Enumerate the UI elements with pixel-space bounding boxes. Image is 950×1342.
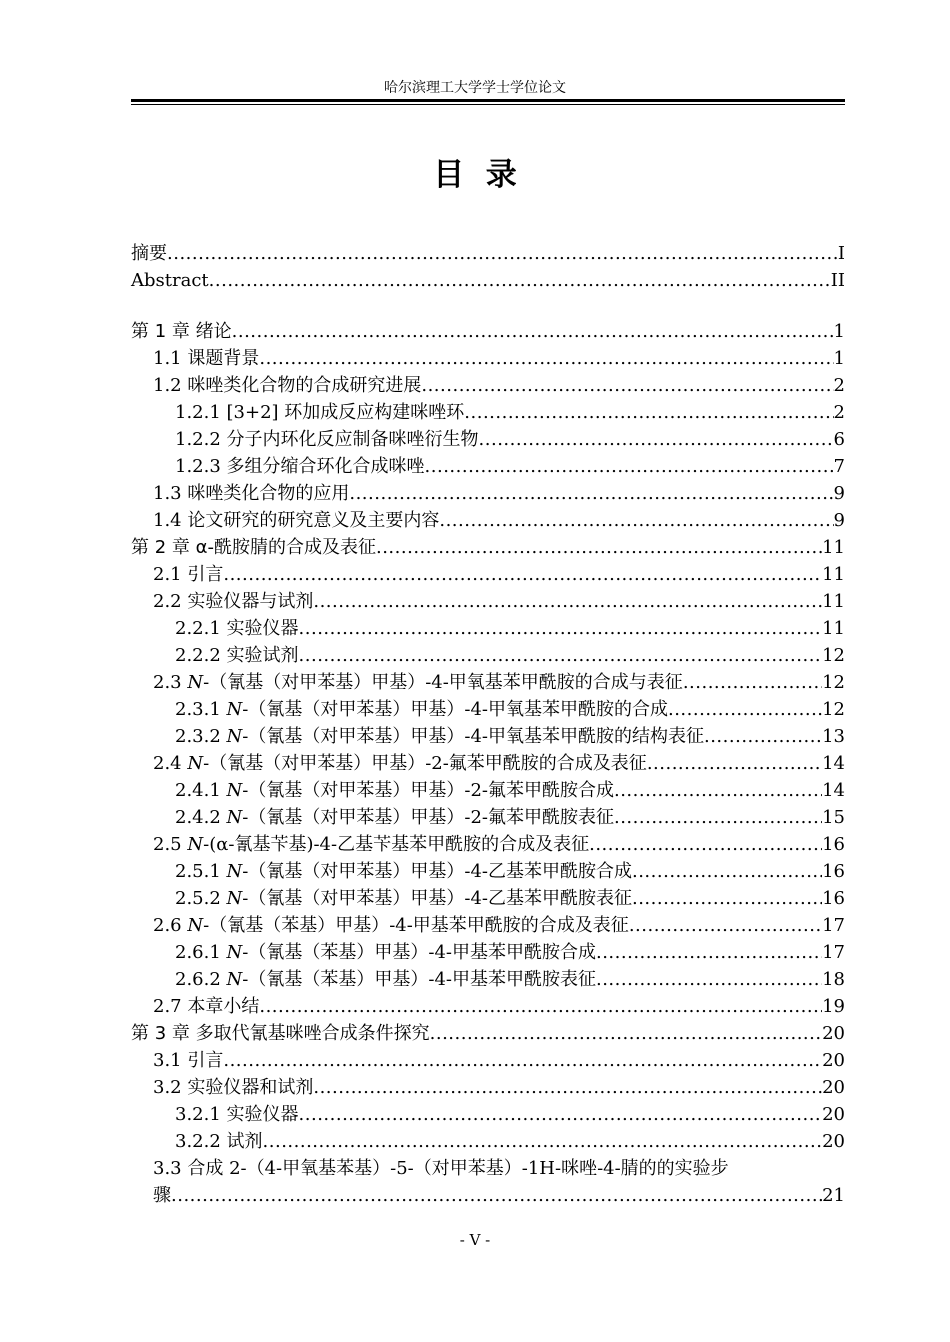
toc-page-number: 16 bbox=[822, 861, 845, 882]
toc-entry-title: 2.4.1 N-（氰基（对甲苯基）甲基）-2-氟苯甲酰胺合成 bbox=[175, 780, 614, 801]
toc-entry-title: 3.2 实验仪器和试剂 bbox=[153, 1077, 314, 1098]
dot-leader bbox=[647, 750, 822, 777]
toc-entry-title: 2.5 N-(α-氰基苄基)-4-乙基苄基苯甲酰胺的合成及表征 bbox=[153, 834, 590, 855]
toc-entry-title: Abstract bbox=[131, 270, 209, 291]
toc-entry[interactable] bbox=[153, 588, 845, 615]
toc-page-number: 20 bbox=[822, 1104, 845, 1125]
dot-leader bbox=[299, 642, 823, 669]
dot-leader bbox=[464, 399, 833, 426]
toc-page-number: 19 bbox=[822, 996, 845, 1017]
toc-entry[interactable] bbox=[175, 804, 845, 831]
toc-entry-title: 1.4 论文研究的研究意义及主要内容 bbox=[153, 510, 440, 531]
toc-entry-title: 1.2 咪唑类化合物的合成研究进展 bbox=[153, 375, 422, 396]
toc-entry-title: 2.2.1 实验仪器 bbox=[175, 618, 299, 639]
dot-leader bbox=[313, 1074, 822, 1101]
toc-entry[interactable] bbox=[153, 993, 845, 1020]
toc-entry-title: 2.6.2 N-（氰基（苯基）甲基）-4-甲基苯甲酰胺表征 bbox=[175, 969, 596, 990]
toc-entry[interactable] bbox=[175, 777, 845, 804]
dot-leader bbox=[430, 1020, 822, 1047]
toc-entry[interactable] bbox=[131, 240, 845, 267]
toc-entry-title: 2.1 引言 bbox=[153, 564, 224, 585]
toc-page-number: 18 bbox=[822, 969, 845, 990]
toc-page-number: 13 bbox=[822, 726, 845, 747]
toc-entry-title: 3.1 引言 bbox=[153, 1050, 224, 1071]
toc-entry[interactable] bbox=[153, 1155, 845, 1182]
dot-leader bbox=[232, 318, 834, 345]
toc-entry[interactable] bbox=[175, 885, 845, 912]
toc-entry-title: 第 2 章 α-酰胺腈的合成及表征 bbox=[131, 537, 376, 558]
toc-entry-title: 2.2.2 实验试剂 bbox=[175, 645, 299, 666]
header-rule-thick bbox=[131, 99, 845, 102]
toc-entry-title: 2.6.1 N-（氰基（苯基）甲基）-4-甲基苯甲酰胺合成 bbox=[175, 942, 596, 963]
dot-leader bbox=[614, 777, 822, 804]
dot-leader bbox=[259, 345, 833, 372]
toc-entry-title: 3.2.2 试剂 bbox=[175, 1131, 263, 1152]
toc-entry-title: 3.2.1 实验仪器 bbox=[175, 1104, 299, 1125]
toc-entry[interactable] bbox=[131, 267, 845, 294]
dot-leader bbox=[589, 831, 822, 858]
toc-page-number: 16 bbox=[822, 834, 845, 855]
toc-entry-title: 3.3 合成 2-（4-甲氧基苯基）-5-（对甲苯基）-1H-咪唑-4-腈的的实验步 bbox=[153, 1158, 729, 1179]
toc-page-number: 7 bbox=[833, 456, 845, 477]
toc-entry-title: 2.4.2 N-（氰基（对甲苯基）甲基）-2-氟苯甲酰胺表征 bbox=[175, 807, 614, 828]
toc-entry-title: 1.2.3 多组分缩合环化合成咪唑 bbox=[175, 456, 425, 477]
header-rule-thin bbox=[131, 104, 845, 105]
dot-leader bbox=[223, 561, 822, 588]
toc-entry[interactable] bbox=[153, 372, 845, 399]
toc-page-number: 21 bbox=[822, 1185, 845, 1206]
toc-entry[interactable] bbox=[153, 507, 845, 534]
toc-page-number: 9 bbox=[833, 483, 845, 504]
toc-entry[interactable] bbox=[175, 858, 845, 885]
toc-entry[interactable] bbox=[153, 1047, 845, 1074]
toc-page-number: 9 bbox=[833, 510, 845, 531]
toc-entry-continuation[interactable] bbox=[153, 1182, 845, 1209]
dot-leader bbox=[425, 453, 834, 480]
dot-leader bbox=[376, 534, 822, 561]
toc-entry[interactable] bbox=[153, 831, 845, 858]
toc-entry[interactable] bbox=[131, 534, 845, 561]
dot-leader bbox=[668, 696, 822, 723]
toc-entry-title: 2.3 N-（氰基（对甲苯基）甲基）-4-甲氧基苯甲酰胺的合成与表征 bbox=[153, 672, 683, 693]
toc-entry-title: 2.3.1 N-（氰基（对甲苯基）甲基）-4-甲氧基苯甲酰胺的合成 bbox=[175, 699, 668, 720]
toc-page-number: 1 bbox=[833, 321, 845, 342]
toc-entry[interactable] bbox=[153, 345, 845, 372]
toc-page-number: 17 bbox=[822, 915, 845, 936]
toc-entry-title: 1.2.2 分子内环化反应制备咪唑衍生物 bbox=[175, 429, 479, 450]
toc-page-number: 20 bbox=[822, 1077, 845, 1098]
toc-page-number: 12 bbox=[822, 699, 845, 720]
dot-leader bbox=[439, 507, 833, 534]
toc-entry-title: 2.4 N-（氰基（对甲苯基）甲基）-2-氟苯甲酰胺的合成及表征 bbox=[153, 753, 647, 774]
dot-leader bbox=[263, 1128, 823, 1155]
toc-page-number: 17 bbox=[822, 942, 845, 963]
dot-leader bbox=[596, 939, 822, 966]
toc-entry[interactable] bbox=[153, 1074, 845, 1101]
toc-page-number: 15 bbox=[822, 807, 845, 828]
dot-leader bbox=[299, 615, 823, 642]
toc-entry[interactable] bbox=[175, 453, 845, 480]
toc-page-number: 12 bbox=[822, 672, 845, 693]
toc-page-number: I bbox=[837, 243, 845, 264]
toc-entry-title: 2.2 实验仪器与试剂 bbox=[153, 591, 314, 612]
dot-leader bbox=[629, 912, 822, 939]
toc-entry-title: 第 3 章 多取代氰基咪唑合成条件探究 bbox=[131, 1023, 430, 1044]
toc-entry-title: 1.3 咪唑类化合物的应用 bbox=[153, 483, 350, 504]
toc-entry-title: 2.5.2 N-（氰基（对甲苯基）甲基）-4-乙基苯甲酰胺表征 bbox=[175, 888, 632, 909]
toc-page-number: 20 bbox=[822, 1050, 845, 1071]
toc-entry[interactable] bbox=[153, 912, 845, 939]
toc-page-number: 12 bbox=[822, 645, 845, 666]
toc-page-number: 20 bbox=[822, 1131, 845, 1152]
toc-entry-title: 1.2.1 [3+2] 环加成反应构建咪唑环 bbox=[175, 402, 465, 423]
dot-leader bbox=[167, 240, 838, 267]
toc-page-number: 16 bbox=[822, 888, 845, 909]
toc-entry-title: 2.7 本章小结 bbox=[153, 996, 260, 1017]
toc-entry[interactable] bbox=[175, 723, 845, 750]
toc-entry[interactable] bbox=[175, 696, 845, 723]
toc-page-number: 2 bbox=[833, 375, 845, 396]
toc-entry-title: 摘要 bbox=[131, 243, 167, 264]
dot-leader bbox=[479, 426, 834, 453]
toc-entry-title: 2.3.2 N-（氰基（对甲苯基）甲基）-4-甲氧基苯甲酰胺的结构表征 bbox=[175, 726, 704, 747]
toc-entry[interactable] bbox=[131, 318, 845, 345]
toc-entry-title: 第 1 章 绪论 bbox=[131, 321, 232, 342]
toc-page-number: 11 bbox=[822, 591, 845, 612]
dot-leader bbox=[299, 1101, 823, 1128]
toc-entry-title: 2.6 N-（氰基（苯基）甲基）-4-甲基苯甲酰胺的合成及表征 bbox=[153, 915, 629, 936]
toc-page-number: 1 bbox=[833, 348, 845, 369]
toc-entry[interactable] bbox=[175, 966, 845, 993]
toc-entry[interactable] bbox=[153, 561, 845, 588]
toc-entry[interactable] bbox=[131, 1020, 845, 1047]
toc-page-number: 2 bbox=[833, 402, 845, 423]
dot-leader bbox=[632, 885, 822, 912]
toc-entry[interactable] bbox=[175, 1101, 845, 1128]
toc-page-number: 20 bbox=[822, 1023, 845, 1044]
toc-entry[interactable] bbox=[175, 1128, 845, 1155]
toc-page-number: II bbox=[830, 270, 845, 291]
toc-page-number: 11 bbox=[822, 537, 845, 558]
dot-leader bbox=[259, 993, 822, 1020]
dot-leader bbox=[596, 966, 822, 993]
dot-leader bbox=[421, 372, 833, 399]
dot-leader bbox=[632, 858, 822, 885]
page-title: 目 录 bbox=[433, 157, 517, 193]
dot-leader bbox=[313, 588, 822, 615]
running-header: 哈尔滨理工大学学士学位论文 bbox=[384, 80, 566, 96]
toc-page-number: 6 bbox=[833, 429, 845, 450]
toc-entry[interactable] bbox=[175, 615, 845, 642]
toc-entry[interactable] bbox=[153, 750, 845, 777]
toc-page-number: 14 bbox=[822, 753, 845, 774]
dot-leader bbox=[171, 1182, 822, 1209]
toc-page-number: 11 bbox=[822, 618, 845, 639]
toc-page-number: 11 bbox=[822, 564, 845, 585]
toc-entry-title: 1.1 课题背景 bbox=[153, 348, 260, 369]
dot-leader bbox=[209, 267, 831, 294]
dot-leader bbox=[683, 669, 822, 696]
toc-entry-title: 2.5.1 N-（氰基（对甲苯基）甲基）-4-乙基苯甲酰胺合成 bbox=[175, 861, 632, 882]
toc-entry[interactable] bbox=[175, 642, 845, 669]
dot-leader bbox=[349, 480, 833, 507]
toc-entry[interactable] bbox=[175, 939, 845, 966]
page-number: - V - bbox=[459, 1231, 491, 1249]
toc-entry-title-continuation: 骤 bbox=[153, 1185, 171, 1206]
toc-entry[interactable] bbox=[153, 669, 845, 696]
dot-leader bbox=[614, 804, 822, 831]
toc-entry[interactable] bbox=[175, 399, 845, 426]
dot-leader bbox=[223, 1047, 822, 1074]
toc-page-number: 14 bbox=[822, 780, 845, 801]
toc-entry[interactable] bbox=[175, 426, 845, 453]
toc-entry[interactable] bbox=[153, 480, 845, 507]
dot-leader bbox=[704, 723, 822, 750]
